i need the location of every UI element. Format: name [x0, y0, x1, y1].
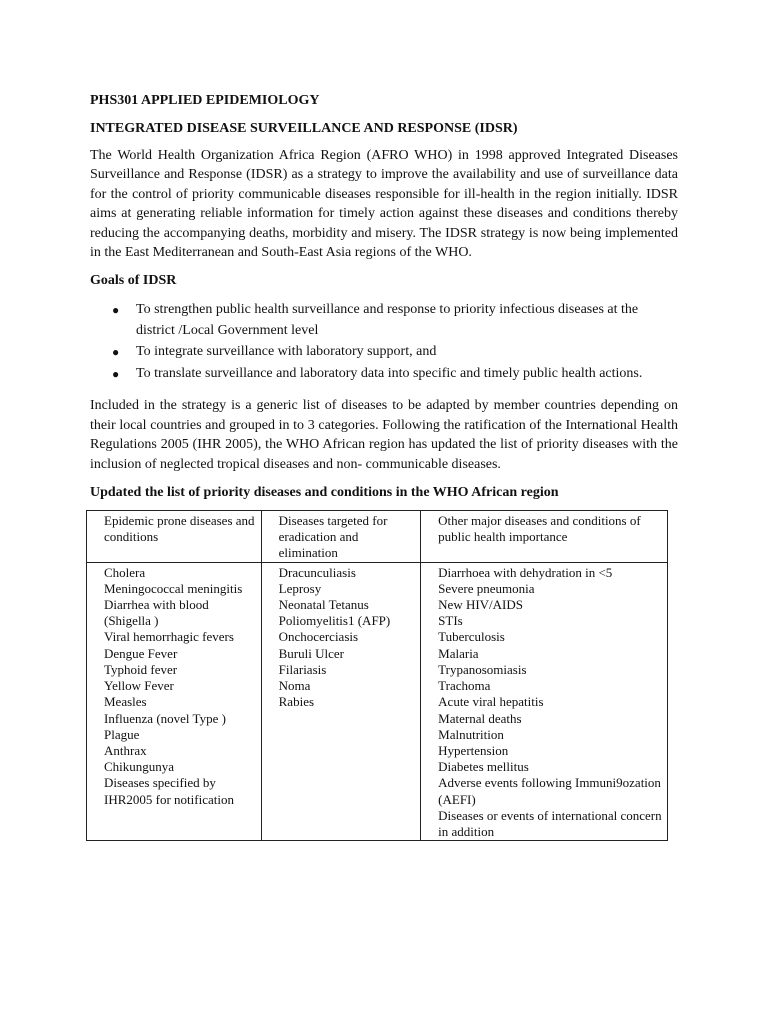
goal-text: To strengthen public health surveillance and response to priority infectious diseases at the district /Local Government level [136, 302, 639, 338]
eradication-cell [261, 562, 421, 840]
disease-item: Adverse events following Immuni9ozation (AEFI) [438, 775, 661, 807]
header-eradication: Diseases targeted for eradication and elimination [261, 511, 421, 563]
disease-item: Trypanosomiasis [438, 661, 527, 677]
disease-item: Filariasis [278, 661, 327, 677]
disease-item: Maternal deaths [438, 710, 522, 726]
strategy-paragraph: Included in the strategy is a generic list of diseases to be adapted by member countries depending on their local countries and grouped in to 3 categories. Following the ratification of the International Health Regulations 2005 (IHR 2005), the WHO African region has updated the list of priority diseases with the inclusion of neglected tropical diseases and non- communicable diseases. [90, 398, 678, 472]
disease-item: Viral hemorrhagic fevers [104, 629, 234, 645]
goal-text: To translate surveillance and laboratory data into specific and timely public health actions. [136, 365, 643, 381]
disease-item: Acute viral hepatitis [438, 694, 544, 710]
intro-paragraph: The World Health Organization Africa Region (AFRO WHO) in 1998 approved Integrated Diseases Surveillance and Response (IDSR) as a strategy to improve the availability and use of surveillance data for the control of priority communicable diseases responsible for ill-health in the region initially. IDSR aims at generating reliable information for timely action against these diseases and conditions thereby reducing the accompanying deaths, morbidity and misery. The IDSR strategy is now being implemented in the East Mediterranean and South-East Asia regions of the WHO. [90, 148, 678, 261]
table-header-row [87, 511, 668, 563]
disease-item: Leprosy [278, 580, 322, 596]
header-other-major: Other major diseases and conditions of public health importance [421, 511, 668, 563]
disease-item: Plague [104, 726, 140, 742]
disease-item: Diarrhoea with dehydration in <5 [438, 564, 613, 580]
disease-item: Dracunculiasis [278, 564, 356, 580]
other-major-cell [421, 562, 668, 840]
disease-item: Trachoma [438, 678, 491, 694]
disease-item: Typhoid fever [104, 661, 178, 677]
bullet-icon: ● [112, 345, 120, 360]
disease-item: Meningococcal meningitis [104, 580, 243, 596]
goal-item [90, 300, 678, 341]
disease-item: Influenza (novel Type ) [104, 710, 226, 726]
table-row [87, 562, 668, 840]
disease-item: Cholera [104, 564, 146, 580]
disease-item: STIs [438, 613, 463, 629]
disease-item: Diabetes mellitus [438, 759, 529, 775]
disease-item: Yellow Fever [104, 678, 174, 694]
disease-item: Measles [104, 694, 147, 710]
disease-item: Anthrax [104, 742, 147, 758]
epidemic-prone-cell [87, 562, 262, 840]
disease-item: Buruli Ulcer [278, 645, 344, 661]
section-title: INTEGRATED DISEASE SURVEILLANCE AND RESPONSE (IDSR) [90, 121, 518, 136]
disease-item: Noma [278, 678, 311, 694]
document-body [90, 92, 678, 841]
disease-item: Diarrhea with blood (Shigella ) [104, 597, 209, 629]
disease-item: Onchocerciasis [278, 629, 359, 645]
table-heading: Updated the list of priority diseases and conditions in the WHO African region [90, 485, 559, 501]
disease-item: Chikungunya [104, 759, 175, 775]
disease-item: Poliomyelitis1 (AFP) [278, 613, 391, 629]
goal-item [90, 342, 678, 363]
disease-item: Diseases specified by IHR2005 for notification [104, 775, 234, 807]
disease-item: Severe pneumonia [438, 580, 535, 596]
disease-item: Dengue Fever [104, 645, 178, 661]
disease-item: Rabies [278, 694, 315, 710]
goals-heading: Goals of IDSR [90, 273, 177, 289]
disease-item: Diseases or events of international concern in addition [438, 807, 662, 839]
bullet-icon: ● [112, 366, 120, 381]
priority-diseases-table [86, 510, 668, 841]
disease-item: Tuberculosis [438, 629, 505, 645]
disease-item: Malaria [438, 645, 479, 661]
goal-text: To integrate surveillance with laboratory support, and [136, 344, 437, 360]
disease-item: Hypertension [438, 742, 509, 758]
course-title: PHS301 APPLIED EPIDEMIOLOGY [90, 93, 320, 108]
disease-item: Neonatal Tetanus [278, 597, 369, 613]
header-epidemic-prone: Epidemic prone diseases and conditions [87, 511, 262, 563]
goal-item [90, 364, 678, 385]
bullet-icon: ● [112, 303, 120, 318]
goals-list [90, 300, 678, 384]
disease-item: New HIV/AIDS [438, 597, 524, 613]
disease-item: Malnutrition [438, 726, 504, 742]
